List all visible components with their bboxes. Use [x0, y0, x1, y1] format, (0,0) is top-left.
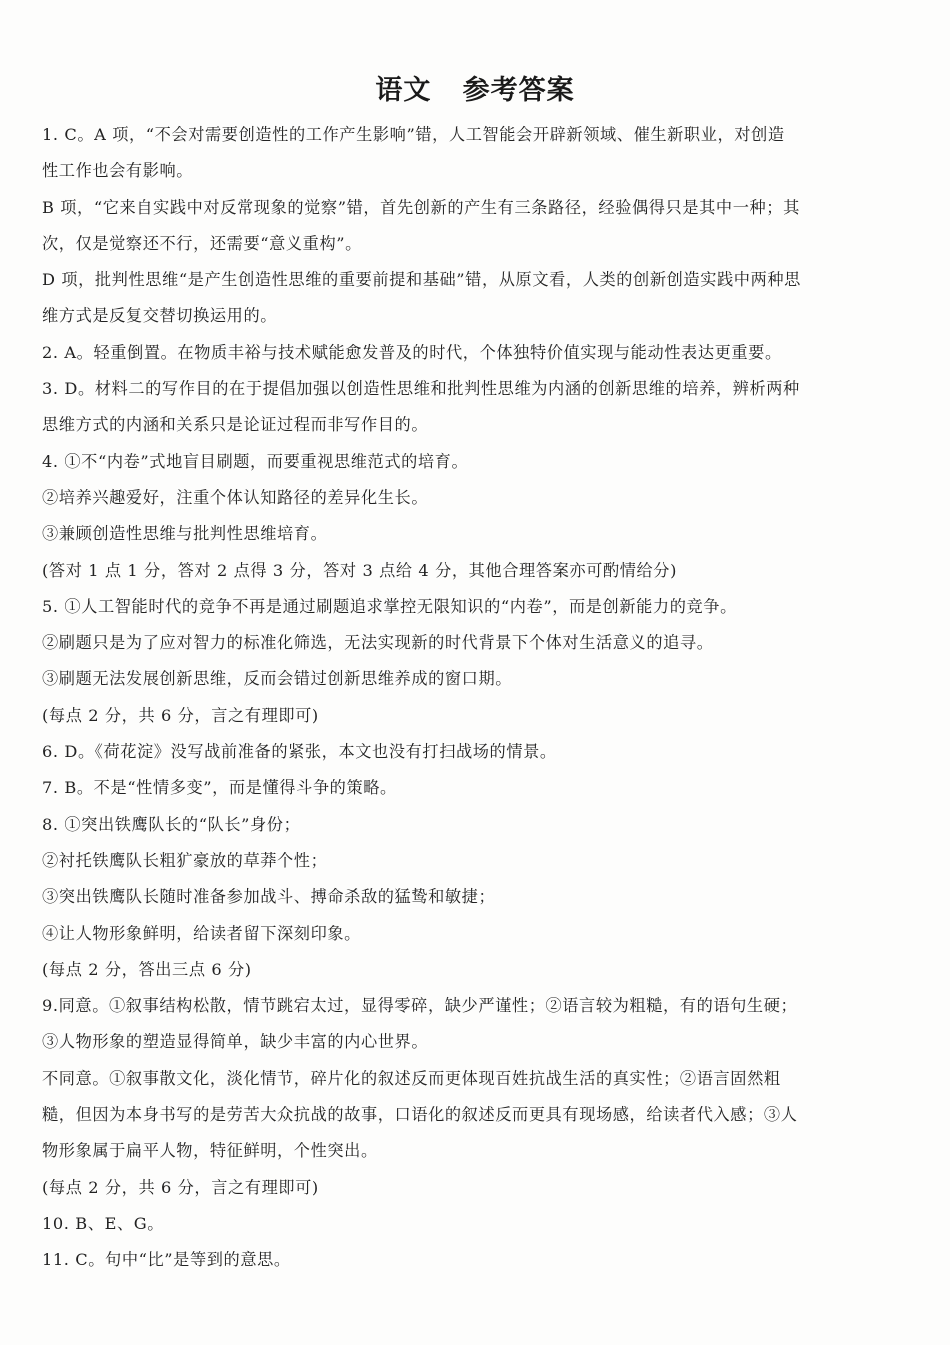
text-line: 7. B。不是“性情多变”，而是懂得斗争的策略。 — [42, 778, 397, 798]
text-line: 6. D。《荷花淀》没写战前准备的紧张，本文也没有打扫战场的情景。 — [42, 742, 557, 762]
text-line: 4. ①不“内卷”式地盲目刷题，而要重视思维范式的培育。 — [42, 451, 469, 471]
text-line: D 项，批判性思维“是产生创造性思维的重要前提和基础”错，从原文看，人类的创新创造实践中两种思 — [42, 270, 801, 290]
text-line: ③兼顾创造性思维与批判性思维培育。 — [42, 524, 328, 544]
text-line: 维方式是反复交替切换运用的。 — [42, 306, 278, 326]
text-line: 10. B、E、G。 — [42, 1213, 165, 1233]
text-line: 8. ①突出铁鹰队长的“队长”身份； — [42, 814, 301, 834]
text-line: ③突出铁鹰队长随时准备参加战斗、搏命杀敌的猛鸷和敏捷； — [42, 887, 496, 907]
text-line: ④让人物形象鲜明，给读者留下深刻印象。 — [42, 923, 361, 943]
text-line: (每点 2 分，共 6 分，言之有理即可) — [42, 1177, 319, 1197]
text-line: ③刷题无法发展创新思维，反而会错过创新思维养成的窗口期。 — [42, 669, 513, 689]
text-line: (每点 2 分，答出三点 6 分) — [42, 959, 252, 979]
text-line: 9.同意。①叙事结构松散，情节跳宕太过，显得零碎，缺少严谨性；②语言较为粗糙，有的语句生硬； — [42, 996, 798, 1016]
text-line: 2. A。轻重倒置。在物质丰裕与技术赋能愈发普及的时代，个体独特价值实现与能动性表达更重要。 — [42, 342, 782, 362]
answer-content — [42, 117, 897, 1279]
text-line: B 项，“它来自实践中对反常现象的觉察”错，首先创新的产生有三条路径，经验偶得只是其中一种；其 — [42, 197, 800, 217]
text-line: 思维方式的内涵和关系只是论证过程而非写作目的。 — [42, 415, 429, 435]
text-line: 次，仅是觉察还不行，还需要“意义重构”。 — [42, 233, 362, 253]
text-line: 不同意。①叙事散文化，淡化情节，碎片化的叙述反而更体现百姓抗战生活的真实性；②语言固然粗 — [42, 1068, 781, 1088]
text-line: ③人物形象的塑造显得简单，缺少丰富的内心世界。 — [42, 1032, 429, 1052]
text-line: 1. C。A 项，“不会对需要创造性的工作产生影响”错，人工智能会开辟新领域、催生新职业，对创造 — [42, 125, 785, 144]
text-line: (每点 2 分，共 6 分，言之有理即可) — [42, 705, 319, 725]
text-line: ②刷题只是为了应对智力的标准化筛选，无法实现新的时代背景下个体对生活意义的追寻。 — [42, 633, 714, 653]
text-line: 物形象属于扁平人物，特征鲜明，个性突出。 — [42, 1141, 378, 1161]
text-line: 糙，但因为本身书写的是劳苦大众抗战的故事，口语化的叙述反而更具有现场感，给读者代入感；③人 — [42, 1105, 798, 1125]
page-title: 语文 参考答案 — [375, 75, 575, 106]
text-line: 5. ①人工智能时代的竞争不再是通过刷题追求掌控无限知识的“内卷”，而是创新能力的竞争。 — [42, 596, 737, 616]
text-line: (答对 1 点 1 分，答对 2 点得 3 分，答对 3 点给 4 分，其他合理答案亦可酌情给分) — [42, 560, 678, 580]
text-line: ②衬托铁鹰队长粗犷豪放的草莽个性； — [42, 850, 328, 870]
text-line: 性工作也会有影响。 — [42, 161, 194, 181]
text-line: 3. D。材料二的写作目的在于提倡加强以创造性思维和批判性思维为内涵的创新思维的培养，辨析两种 — [42, 379, 800, 399]
text-line: 11. C。句中“比”是等到的意思。 — [42, 1250, 291, 1270]
text-line: ②培养兴趣爱好，注重个体认知路径的差异化生长。 — [42, 487, 429, 507]
